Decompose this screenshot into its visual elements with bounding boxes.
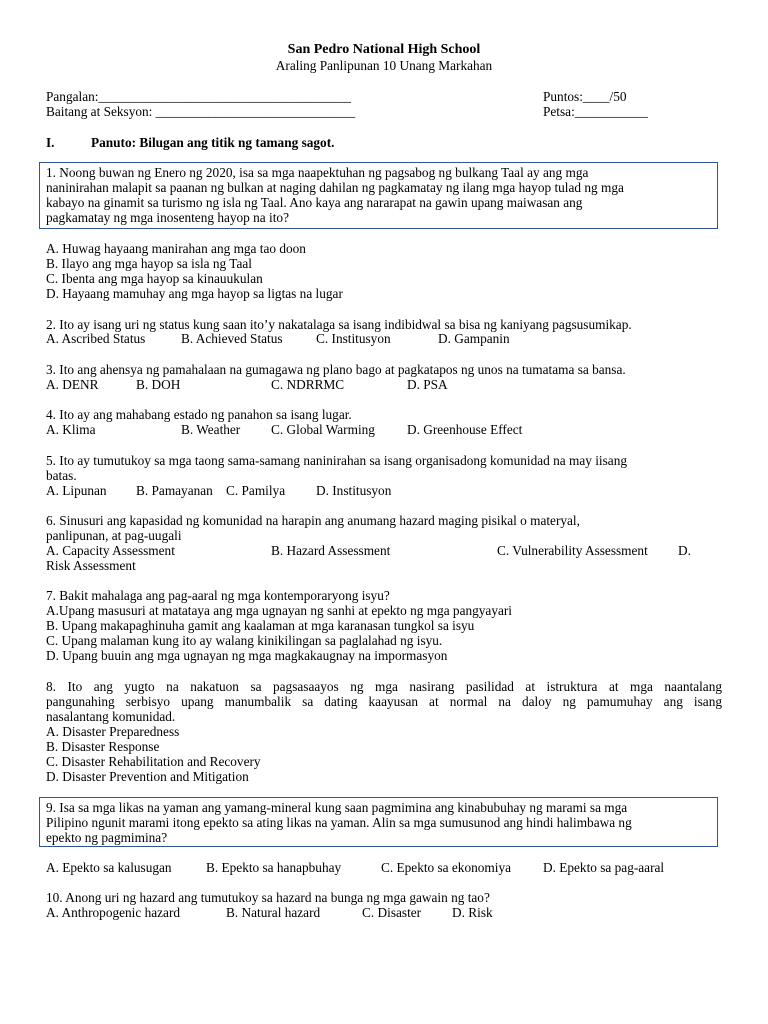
question-5-choice-a[interactable]: A. Lipunan: [46, 483, 107, 498]
question-3-choice-d[interactable]: D. PSA: [407, 377, 448, 392]
date-field-label: Petsa:___________: [543, 104, 648, 119]
question-2-choice-c[interactable]: C. Institusyon: [316, 331, 391, 346]
question-8-choice-c[interactable]: C. Disaster Rehabilitation and Recovery: [46, 754, 261, 769]
question-8-choice-a[interactable]: A. Disaster Preparedness: [46, 724, 180, 739]
question-10-choice-d[interactable]: D. Risk: [452, 905, 493, 920]
section-number: I.: [46, 135, 55, 150]
question-5-choice-c[interactable]: C. Pamilya: [226, 483, 286, 498]
question-4-choice-c[interactable]: C. Global Warming: [271, 422, 375, 437]
question-9-line: epekto ng pagmimina?: [46, 830, 168, 845]
question-1-choice-b[interactable]: B. Ilayo ang mga hayop sa isla ng Taal: [46, 256, 252, 271]
question-9-choice-d[interactable]: D. Epekto sa pag-aaral: [543, 860, 665, 875]
question-7-choice-d[interactable]: D. Upang buuin ang mga ugnayan ng mga magkakaugnay na impormasyon: [46, 648, 448, 663]
question-1-line: kabayo na ginamit sa turismo ng isla ng Taal. Ano kaya ang nararapat na gawin upang maiwasan ang: [46, 195, 583, 210]
question-1-line: 1. Noong buwan ng Enero ng 2020, isa sa mga naapektuhan ng pagsabog ng bulkang Taal ay ang mga: [46, 165, 589, 180]
question-7-choice-c[interactable]: C. Upang malaman kung ito ay walang kinikilingan sa paglalahad ng isyu.: [46, 633, 443, 648]
exam-subtitle: Araling Panlipunan 10 Unang Markahan: [275, 58, 493, 73]
question-9-line: 9. Isa sa mga likas na yaman ang yamang-mineral kung saan pagmimina ang kinabubuhay ng marami sa mga: [46, 800, 628, 815]
question-10-choice-c[interactable]: C. Disaster: [362, 905, 422, 920]
question-6-choice-a[interactable]: A. Capacity Assessment: [46, 543, 175, 558]
question-9-line: Pilipino ngunit marami itong epekto sa ating likas na yaman. Alin sa mga sumusunod ang hindi halimbawa ng: [46, 815, 632, 830]
question-8-choice-d[interactable]: D. Disaster Prevention and Mitigation: [46, 769, 249, 784]
question-3-choice-a[interactable]: A. DENR: [46, 377, 99, 392]
question-6-choice-c[interactable]: C. Vulnerability Assessment: [497, 543, 648, 558]
question-4-choice-a[interactable]: A. Klima: [46, 422, 96, 437]
question-2-choice-a[interactable]: A. Ascribed Status: [46, 331, 146, 346]
question-1-choice-a[interactable]: A. Huwag hayaang manirahan ang mga tao doon: [46, 241, 306, 256]
question-6-line: 6. Sinusuri ang kapasidad ng komunidad na harapin ang anumang hazard maging pisikal o materyal,: [46, 513, 580, 528]
question-6-line: panlipunan, at pag-uugali: [46, 528, 182, 543]
question-10-choice-b[interactable]: B. Natural hazard: [226, 905, 321, 920]
question-8-line: nasalantang komunidad.: [46, 709, 176, 724]
question-4-choice-d[interactable]: D. Greenhouse Effect: [407, 422, 523, 437]
question-1-line: pagkamatay ng mga inosenteng hayop na ito?: [46, 210, 289, 225]
question-8-line: 8. Ito ang yugto na nakatuon sa pagsasaayos ng mga nasirang pasilidad at istruktura at mga naantalang: [46, 679, 722, 694]
question-5-line: 5. Ito ay tumutukoy sa mga taong sama-samang naninirahan sa isang organisadong komunidad na may iisang: [46, 453, 627, 468]
question-1-choice-c[interactable]: C. Ibenta ang mga hayop sa kinauukulan: [46, 271, 263, 286]
question-6-choice-d[interactable]: Risk Assessment: [46, 558, 136, 573]
question-5-line: batas.: [46, 468, 77, 483]
score-field-label: Puntos:____/50: [543, 89, 627, 104]
question-6-choice-d-letter[interactable]: D.: [678, 543, 691, 558]
question-3-choice-b[interactable]: B. DOH: [136, 377, 181, 392]
question-4-line: 4. Ito ay ang mahabang estado ng panahon sa isang lugar.: [46, 407, 352, 422]
question-7-line: 7. Bakit mahalaga ang pag-aaral ng mga kontemporaryong isyu?: [46, 588, 390, 603]
question-5-choice-d[interactable]: D. Institusyon: [316, 483, 392, 498]
question-4-choice-b[interactable]: B. Weather: [181, 422, 241, 437]
question-7-choice-a[interactable]: A.Upang masusuri at matataya ang mga ugnayan ng sanhi at epekto ng mga pangyayari: [46, 603, 512, 618]
question-3-choice-c[interactable]: C. NDRRMC: [271, 377, 345, 392]
section-field-label: Baitang at Seksyon: ______________________________: [46, 104, 356, 119]
question-9-choice-b[interactable]: B. Epekto sa hanapbuhay: [206, 860, 342, 875]
question-3-line: 3. Ito ang ahensya ng pamahalaan na gumagawa ng plano bago at pagkatapos ng unos na tumatama sa bansa.: [46, 362, 626, 377]
question-1-line: naninirahan malapit sa paanan ng bulkan at naging dahilan ng pagkamatay ng ilang mga hayop tulad ng mga: [46, 180, 624, 195]
question-5-choice-b[interactable]: B. Pamayanan: [136, 483, 213, 498]
question-8-choice-b[interactable]: B. Disaster Response: [46, 739, 160, 754]
question-9-choice-c[interactable]: C. Epekto sa ekonomiya: [381, 860, 511, 875]
question-1-choice-d[interactable]: D. Hayaang mamuhay ang mga hayop sa ligtas na lugar: [46, 286, 343, 301]
question-9-choice-a[interactable]: A. Epekto sa kalusugan: [46, 860, 172, 875]
question-7-choice-b[interactable]: B. Upang makapaghinuha gamit ang kaalaman at mga karanasan tungkol sa isyu: [46, 618, 475, 633]
question-6-choice-b[interactable]: B. Hazard Assessment: [271, 543, 391, 558]
question-10-line: 10. Anong uri ng hazard ang tumutukoy sa hazard na bunga ng mga gawain ng tao?: [46, 890, 490, 905]
question-10-choice-a[interactable]: A. Anthropogenic hazard: [46, 905, 181, 920]
section-instruction: Panuto: Bilugan ang titik ng tamang sagot.: [91, 135, 335, 150]
question-2-choice-d[interactable]: D. Gampanin: [438, 331, 510, 346]
question-2-choice-b[interactable]: B. Achieved Status: [181, 331, 283, 346]
question-8-line: pangunahing serbisyo upang manumbalik sa dating kaayusan at normal na daloy ng pamumuhay ang isang: [46, 694, 722, 709]
school-name: San Pedro National High School: [287, 42, 481, 57]
question-2-line: 2. Ito ay isang uri ng status kung saan ito’y nakatalaga sa isang indibidwal sa bisa ng kaniyang pagsusumikap.: [46, 317, 632, 332]
name-field-label: Pangalan:______________________________________: [46, 89, 352, 104]
